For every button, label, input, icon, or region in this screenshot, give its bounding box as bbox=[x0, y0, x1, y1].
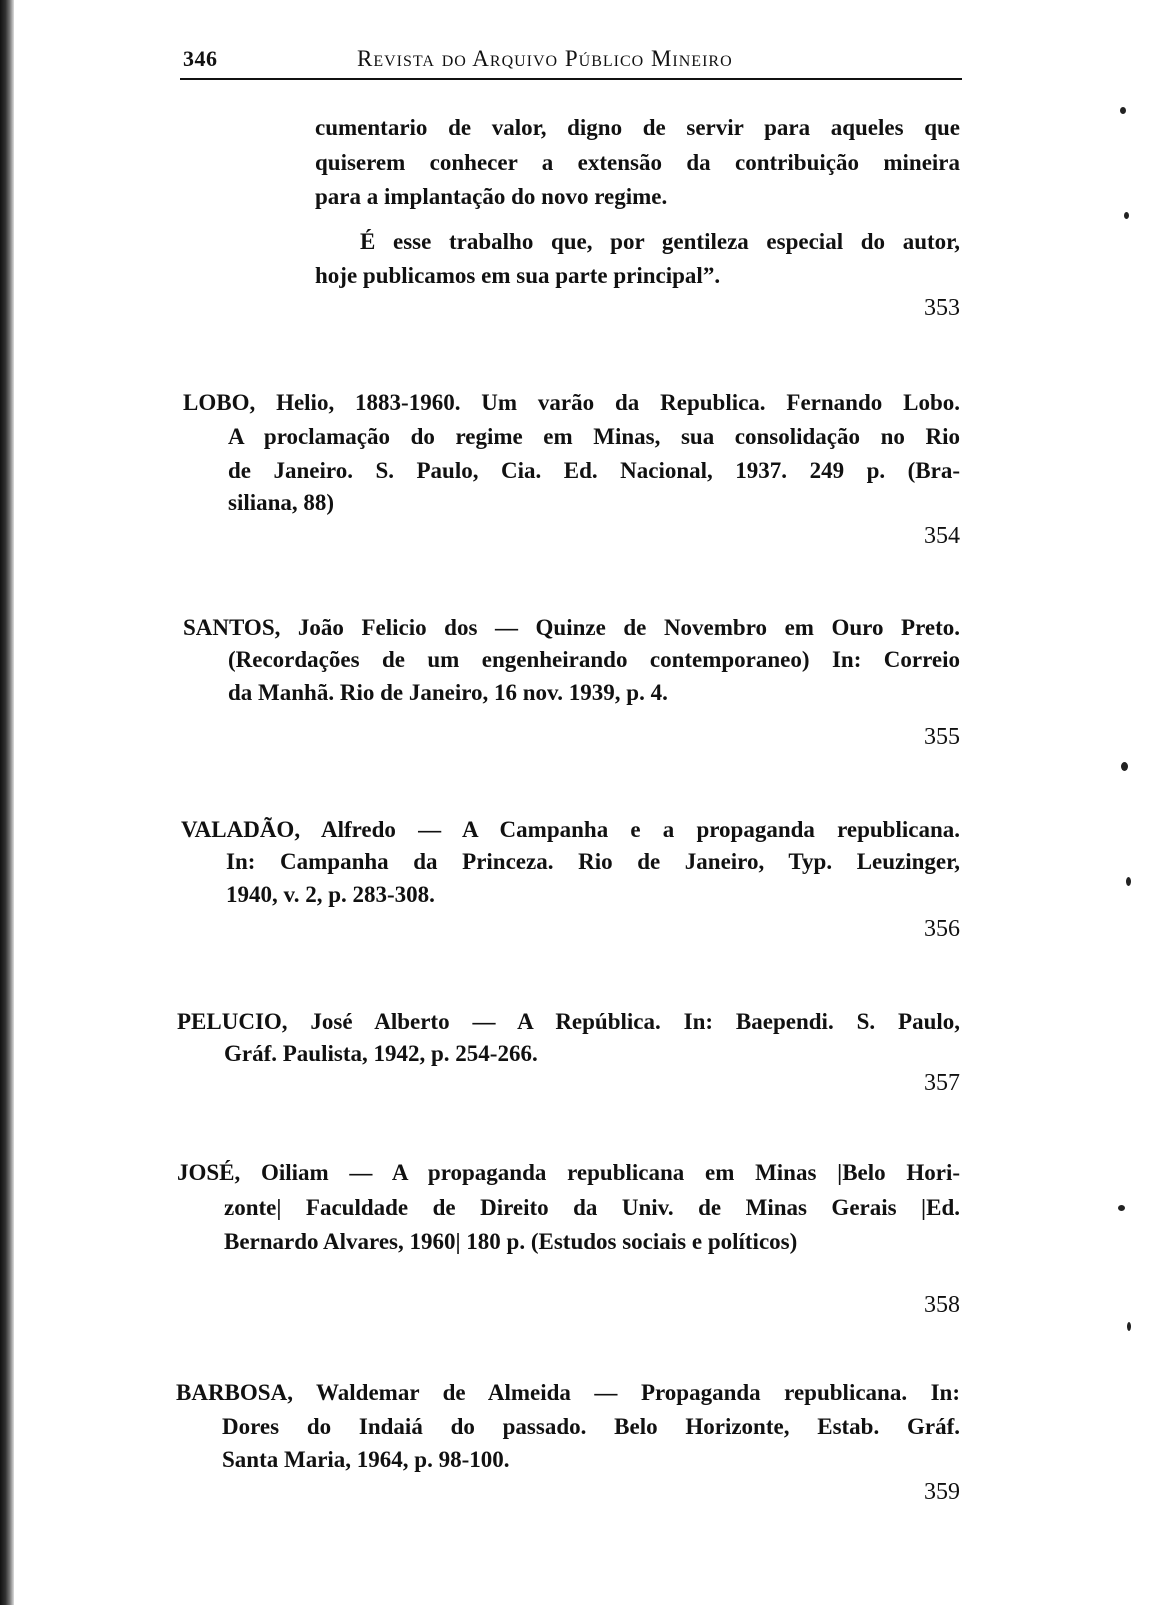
scan-speck bbox=[1124, 212, 1129, 219]
bibliography-entry-line: de Janeiro. S. Paulo, Cia. Ed. Nacional, 1937. 249 p. (Bra- bbox=[228, 458, 960, 483]
intro-line: quiserem conhecer a extensão da contribuição mineira bbox=[315, 150, 960, 175]
bibliography-entry-line: zonte| Faculdade de Direito da Univ. de Minas Gerais |Ed. bbox=[224, 1195, 960, 1220]
entry-number: 355 bbox=[924, 724, 960, 750]
book-binding-edge bbox=[0, 0, 14, 1605]
bibliography-entry-heading: BARBOSA, Waldemar de Almeida — Propaganda republicana. In: bbox=[176, 1380, 960, 1405]
bibliography-entry-line: Santa Maria, 1964, p. 98-100. bbox=[222, 1447, 510, 1472]
bibliography-entry-heading: VALADÃO, Alfredo — A Campanha e a propaganda republicana. bbox=[181, 817, 960, 842]
entry-number: 354 bbox=[924, 523, 960, 549]
bibliography-entry-line: da Manhã. Rio de Janeiro, 16 nov. 1939, p. 4. bbox=[228, 680, 668, 705]
bibliography-entry-line: Dores do Indaiá do passado. Belo Horizonte, Estab. Gráf. bbox=[222, 1414, 960, 1439]
bibliography-entry-heading: JOSÉ, Oiliam — A propaganda republicana em Minas |Belo Hori- bbox=[177, 1160, 960, 1185]
entry-number: 353 bbox=[924, 295, 960, 321]
intro-line: cumentario de valor, digno de servir para aqueles que bbox=[315, 115, 960, 140]
bibliography-entry-line: In: Campanha da Princeza. Rio de Janeiro, Typ. Leuzinger, bbox=[226, 849, 960, 874]
entry-number: 359 bbox=[924, 1479, 960, 1505]
scan-speck bbox=[1120, 107, 1126, 114]
scan-speck bbox=[1118, 1205, 1125, 1211]
bibliography-entry-line: A proclamação do regime em Minas, sua consolidação no Rio bbox=[228, 424, 960, 449]
intro-line: hoje publicamos em sua parte principal”. bbox=[315, 263, 721, 288]
bibliography-entry-line: (Recordações de um engenheirando contemporaneo) In: Correio bbox=[228, 647, 960, 672]
scan-speck bbox=[1126, 877, 1131, 886]
scan-speck bbox=[1127, 1322, 1131, 1331]
entry-number: 356 bbox=[924, 916, 960, 942]
intro-line: É esse trabalho que, por gentileza especial do autor, bbox=[360, 229, 960, 254]
bibliography-entry-line: Gráf. Paulista, 1942, p. 254-266. bbox=[224, 1041, 538, 1066]
bibliography-entry-heading: PELUCIO, José Alberto — A República. In: Baependi. S. Paulo, bbox=[177, 1009, 960, 1034]
page-number: 346 bbox=[183, 46, 218, 71]
scan-speck bbox=[1121, 762, 1128, 771]
bibliography-entry-heading: SANTOS, João Felicio dos — Quinze de Novembro em Ouro Preto. bbox=[183, 615, 960, 640]
entry-number: 357 bbox=[924, 1070, 960, 1096]
bibliography-entry-line: siliana, 88) bbox=[228, 490, 335, 515]
bibliography-entry-heading: LOBO, Helio, 1883-1960. Um varão da Republica. Fernando Lobo. bbox=[183, 390, 960, 415]
entry-number: 358 bbox=[924, 1292, 960, 1318]
bibliography-entry-line: 1940, v. 2, p. 283-308. bbox=[226, 882, 435, 907]
header-rule bbox=[180, 78, 962, 80]
bibliography-entry-line: Bernardo Alvares, 1960| 180 p. (Estudos sociais e políticos) bbox=[224, 1229, 798, 1254]
running-title: Revista do Arquivo Público Mineiro bbox=[357, 46, 733, 71]
intro-line: para a implantação do novo regime. bbox=[315, 184, 668, 209]
